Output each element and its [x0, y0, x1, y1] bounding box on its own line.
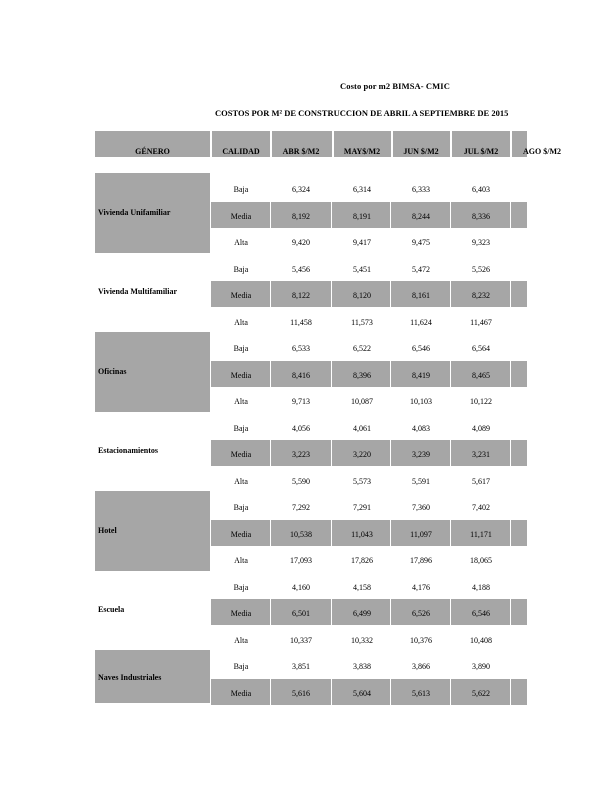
cost-jun-cell: 17,896 [410, 556, 432, 565]
header-may: MAY$/M2 [343, 147, 381, 156]
cost-jul-cell: 4,089 [472, 423, 490, 433]
header-jul: JUL $/M2 [463, 147, 499, 156]
cost-may-cell: 6,522 [353, 344, 371, 353]
cost-jul-cell: 3,890 [472, 662, 490, 671]
cost-jul-cell: 5,622 [472, 688, 490, 698]
cost-jul-cell: 10,122 [470, 397, 492, 406]
cost-jun-cell: 6,526 [412, 609, 430, 618]
calidad-cell: Alta [234, 397, 248, 406]
cost-abr-cell: 8,416 [292, 370, 310, 380]
cost-may-cell: 3,220 [353, 450, 371, 459]
cost-may-cell: 8,191 [353, 211, 371, 221]
cost-jul-cell: 9,323 [472, 238, 490, 247]
cost-jun-cell: 8,244 [412, 211, 430, 221]
cost-jul-cell: 8,232 [472, 291, 490, 300]
cost-jul-cell: 11,467 [470, 317, 492, 327]
cost-jun-cell: 10,103 [410, 397, 432, 406]
cost-may-cell: 11,573 [351, 317, 373, 327]
header-jun: JUN $/M2 [403, 147, 439, 156]
cost-abr-cell: 4,160 [292, 582, 310, 592]
cost-abr-cell: 10,337 [290, 635, 312, 645]
cost-may-cell: 3,838 [353, 662, 371, 671]
cost-jun-cell: 3,239 [412, 450, 430, 459]
cost-may-cell: 8,120 [353, 291, 371, 300]
cost-jun-cell: 5,613 [412, 688, 430, 698]
document-title: Costo por m2 BIMSA- CMIC [340, 81, 450, 91]
cost-may-cell: 9,417 [353, 238, 371, 247]
cost-jul-cell: 8,336 [472, 211, 490, 221]
calidad-cell: Media [230, 529, 252, 539]
cost-may-cell: 4,158 [353, 582, 371, 592]
cost-abr-cell: 9,420 [292, 238, 310, 247]
calidad-cell: Media [230, 609, 252, 618]
cost-jun-cell: 11,097 [410, 529, 432, 539]
calidad-cell: Baja [233, 185, 249, 194]
header-genero: GÉNERO [135, 147, 170, 156]
cost-abr-cell: 9,713 [292, 397, 310, 406]
cost-jun-cell: 5,472 [412, 264, 430, 274]
cost-jul-cell: 10,408 [470, 635, 492, 645]
cost-jun-cell: 4,083 [412, 423, 430, 433]
cost-may-cell: 11,043 [351, 529, 373, 539]
calidad-cell: Media [230, 211, 252, 221]
cost-jun-cell: 8,419 [412, 370, 430, 380]
calidad-cell: Baja [233, 344, 249, 353]
cost-abr-cell: 6,501 [292, 609, 310, 618]
cost-may-cell: 5,573 [353, 476, 371, 486]
cost-abr-cell: 6,324 [292, 185, 310, 194]
group-name: Vivienda Multifamiliar [98, 287, 178, 296]
table-subtitle: COSTOS POR M² DE CONSTRUCCION DE ABRIL A SEPTIEMBRE DE 2015 [215, 108, 509, 118]
cost-abr-cell: 6,533 [292, 344, 310, 353]
cost-abr-cell: 4,056 [292, 423, 310, 433]
calidad-cell: Alta [234, 476, 248, 486]
cost-jul-cell: 7,402 [472, 503, 490, 512]
calidad-cell: Baja [233, 503, 249, 512]
header-calidad: CALIDAD [222, 147, 260, 156]
cost-jul-cell: 6,564 [472, 344, 490, 353]
calidad-cell: Alta [234, 556, 248, 565]
cost-may-cell: 8,396 [353, 370, 371, 380]
cost-jul-cell: 18,065 [470, 556, 492, 565]
group-name: Hotel [98, 525, 117, 535]
cost-abr-cell: 5,616 [292, 688, 310, 698]
calidad-cell: Alta [234, 317, 248, 327]
header-abr: ABR $/M2 [282, 147, 320, 156]
group-name: Estacionamientos [98, 446, 158, 455]
cost-abr-cell: 3,223 [292, 450, 310, 459]
cost-abr-cell: 8,192 [292, 211, 310, 221]
cost-jul-cell: 11,171 [470, 529, 492, 539]
cost-jul-cell: 8,465 [472, 370, 490, 380]
calidad-cell: Media [230, 450, 252, 459]
calidad-cell: Media [230, 688, 252, 698]
cost-abr-cell: 8,122 [292, 291, 310, 300]
cost-may-cell: 4,061 [353, 423, 371, 433]
cost-jun-cell: 5,591 [412, 476, 430, 486]
cost-jun-cell: 9,475 [412, 238, 430, 247]
cost-abr-cell: 17,093 [290, 556, 312, 565]
cost-abr-cell: 3,851 [292, 662, 310, 671]
cost-jun-cell: 7,360 [412, 503, 430, 512]
calidad-cell: Alta [234, 635, 248, 645]
cost-jun-cell: 6,546 [412, 344, 430, 353]
cost-may-cell: 6,314 [353, 185, 371, 194]
cost-abr-cell: 5,590 [292, 476, 310, 486]
calidad-cell: Baja [233, 662, 249, 671]
cost-jun-cell: 10,376 [410, 635, 432, 645]
cost-jun-cell: 6,333 [412, 185, 430, 194]
cost-may-cell: 17,826 [351, 556, 373, 565]
calidad-cell: Baja [233, 582, 249, 592]
cost-jun-cell: 4,176 [412, 582, 430, 592]
cost-may-cell: 6,499 [353, 609, 371, 618]
calidad-cell: Media [230, 370, 252, 380]
cost-jul-cell: 5,617 [472, 476, 490, 486]
cost-abr-cell: 10,538 [290, 529, 312, 539]
header-ago: AGO $/M2 [523, 147, 561, 156]
calidad-cell: Baja [233, 264, 249, 274]
group-name: Escuela [98, 605, 125, 614]
group-name: Oficinas [98, 366, 127, 376]
cost-jul-cell: 5,526 [472, 264, 490, 274]
cost-jun-cell: 3,866 [412, 662, 430, 671]
cost-jun-cell: 8,161 [412, 291, 430, 300]
cost-jul-cell: 6,403 [472, 185, 490, 194]
calidad-cell: Baja [233, 423, 249, 433]
group-name: Vivienda Unifamiliar [98, 207, 171, 217]
cost-abr-cell: 7,292 [292, 503, 310, 512]
calidad-cell: Media [230, 291, 252, 300]
calidad-cell: Alta [234, 238, 248, 247]
cost-jul-cell: 3,231 [472, 450, 490, 459]
group-name: Naves Industriales [98, 672, 162, 682]
cost-jun-cell: 11,624 [410, 317, 432, 327]
cost-may-cell: 10,087 [351, 397, 373, 406]
cost-abr-cell: 5,456 [292, 264, 310, 274]
cost-may-cell: 5,451 [353, 264, 371, 274]
cost-may-cell: 10,332 [351, 635, 373, 645]
cost-jul-cell: 4,188 [472, 582, 490, 592]
cost-may-cell: 7,291 [353, 503, 371, 512]
cost-may-cell: 5,604 [353, 688, 371, 698]
cost-abr-cell: 11,458 [290, 317, 312, 327]
cost-jul-cell: 6,546 [472, 609, 490, 618]
